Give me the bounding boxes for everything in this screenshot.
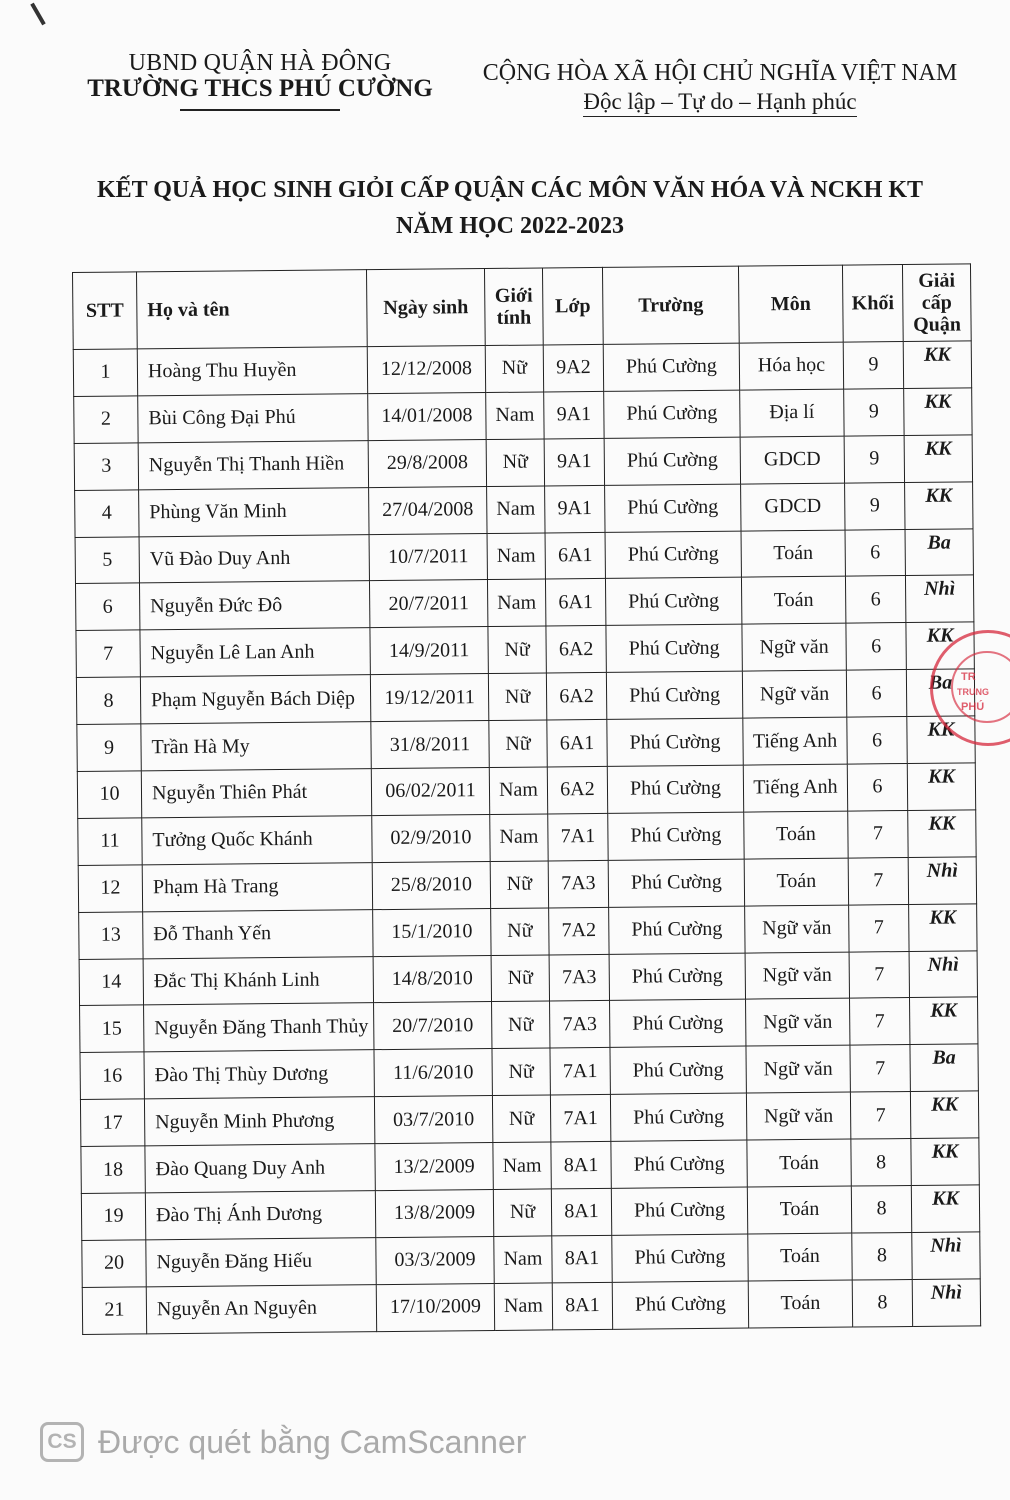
cell-school: Phú Cường — [605, 531, 741, 579]
cell-name: Trần Hà My — [141, 722, 371, 771]
cell-class: 7A3 — [548, 860, 608, 907]
cell-school: Phú Cường — [604, 390, 740, 438]
cell-subject: Ngữ văn — [746, 1045, 850, 1093]
cell-class: 7A1 — [548, 813, 608, 860]
cell-award: Ba — [906, 669, 974, 717]
cell-grade: 6 — [845, 529, 905, 576]
cell-school: Phú Cường — [605, 484, 741, 532]
cell-stt: 21 — [82, 1287, 146, 1335]
cell-stt: 12 — [78, 865, 142, 913]
cell-name: Nguyễn Thị Thanh Hiền — [138, 440, 368, 489]
cell-school: Phú Cường — [604, 437, 740, 485]
cell-name: Nguyễn Đăng Hiếu — [146, 1238, 376, 1287]
col-header-name: Họ và tên — [137, 270, 368, 349]
cell-dob: 20/7/2011 — [369, 580, 487, 628]
cell-school: Phú Cường — [610, 1093, 746, 1141]
cell-award: KK — [911, 1185, 979, 1233]
cell-name: Bùi Công Đại Phú — [138, 394, 368, 443]
cell-gender: Nam — [493, 1142, 551, 1189]
cell-gender: Nữ — [492, 1001, 550, 1048]
cell-grade: 8 — [851, 1139, 911, 1186]
cell-class: 7A2 — [549, 907, 609, 954]
motto: Độc lập – Tự do – Hạnh phúc — [583, 89, 856, 117]
cell-class: 8A1 — [552, 1282, 612, 1329]
watermark-text: Được quét bằng CamScanner — [98, 1423, 527, 1460]
cell-subject: Địa lí — [740, 389, 844, 437]
cell-class: 7A1 — [550, 1095, 610, 1142]
cell-class: 8A1 — [551, 1188, 611, 1235]
cell-stt: 19 — [81, 1193, 145, 1241]
cell-school: Phú Cường — [606, 671, 742, 719]
cell-name: Đào Thị Thùy Dương — [144, 1050, 374, 1099]
cell-class: 9A1 — [544, 391, 604, 438]
cell-dob: 17/10/2009 — [376, 1283, 494, 1331]
cell-gender: Nam — [487, 533, 545, 580]
cell-name: Phạm Hà Trang — [142, 862, 372, 911]
cell-grade: 8 — [851, 1186, 911, 1233]
cell-stt: 2 — [74, 396, 138, 444]
cell-grade: 9 — [844, 388, 904, 435]
cell-grade: 6 — [845, 576, 905, 623]
cell-dob: 03/7/2010 — [374, 1096, 492, 1144]
cell-grade: 6 — [847, 764, 907, 811]
cell-subject: Hóa học — [739, 342, 843, 390]
school-name: TRƯỜNG THCS PHÚ CƯỜNG — [87, 75, 433, 102]
title-line-1: KẾT QUẢ HỌC SINH GIỎI CẤP QUẬN CÁC MÔN VĂN HÓA VÀ NCKH KT — [96, 177, 924, 203]
official-seal: TR TRUNG PHÚ — [930, 630, 1010, 746]
cell-stt: 16 — [80, 1052, 144, 1100]
cell-gender: Nữ — [492, 1048, 550, 1095]
cell-school: Phú Cường — [603, 343, 739, 391]
cell-stt: 3 — [74, 443, 138, 491]
cell-gender: Nam — [494, 1236, 552, 1283]
cell-award: Ba — [910, 1044, 978, 1092]
col-header-subject: Môn — [738, 265, 843, 343]
cell-subject: Ngữ văn — [745, 905, 849, 953]
cell-dob: 14/8/2010 — [373, 955, 491, 1003]
district-name: UBND QUẬN HÀ ĐÔNG — [128, 50, 392, 76]
cell-school: Phú Cường — [605, 578, 741, 626]
results-table — [72, 263, 981, 1334]
cell-school: Phú Cường — [610, 1046, 746, 1094]
cell-dob: 19/12/2011 — [370, 674, 488, 722]
cell-stt: 5 — [75, 536, 139, 584]
cell-dob: 06/02/2011 — [371, 768, 489, 816]
cell-gender: Nam — [490, 814, 548, 861]
cell-subject: Toán — [747, 1139, 851, 1187]
cell-dob: 11/6/2010 — [374, 1049, 492, 1097]
table-row — [79, 950, 977, 1006]
cell-award: Ba — [905, 528, 973, 576]
camscanner-logo-icon: CS — [40, 1422, 84, 1462]
cell-class: 6A2 — [546, 673, 606, 720]
document-title — [60, 172, 960, 244]
cell-subject: Ngữ văn — [746, 1092, 850, 1140]
cell-class: 9A1 — [545, 485, 605, 532]
cell-stt: 20 — [82, 1240, 146, 1288]
national-motto-block — [470, 60, 970, 117]
cell-class: 6A2 — [547, 766, 607, 813]
cell-name: Hoàng Thu Huyền — [137, 347, 367, 396]
cell-award: Nhì — [905, 575, 973, 623]
table-body — [73, 341, 980, 1334]
cell-stt: 18 — [81, 1146, 145, 1194]
cell-subject: Tiếng Anh — [743, 764, 847, 812]
cell-gender: Nữ — [491, 908, 549, 955]
cell-name: Phùng Văn Minh — [139, 487, 369, 536]
cell-name: Đào Quang Duy Anh — [145, 1144, 375, 1193]
cell-gender: Nữ — [485, 345, 543, 392]
cell-gender: Nữ — [491, 955, 549, 1002]
cell-name: Nguyễn Đăng Thanh Thủy — [144, 1003, 374, 1052]
cell-school: Phú Cường — [608, 859, 744, 907]
cell-class: 6A1 — [545, 579, 605, 626]
cell-grade: 9 — [843, 342, 903, 389]
cell-school: Phú Cường — [611, 1187, 747, 1235]
cell-dob: 14/01/2008 — [368, 392, 486, 440]
table-row — [79, 904, 977, 960]
cell-school: Phú Cường — [612, 1234, 748, 1282]
cell-grade: 7 — [850, 1092, 910, 1139]
cell-dob: 15/1/2010 — [373, 908, 491, 956]
cell-grade: 6 — [847, 717, 907, 764]
title-line-2: NĂM HỌC 2022-2023 — [396, 213, 624, 239]
cell-stt: 4 — [75, 490, 139, 538]
col-header-school: Trường — [602, 266, 739, 344]
cell-award: Nhì — [912, 1232, 980, 1280]
cell-subject: Ngữ văn — [742, 623, 846, 671]
cell-name: Đỗ Thanh Yến — [143, 909, 373, 958]
cell-class: 8A1 — [551, 1142, 611, 1189]
cell-name: Nguyễn Thiên Phát — [141, 769, 371, 818]
cell-gender: Nữ — [486, 439, 544, 486]
cell-subject: Toán — [741, 530, 845, 578]
cell-award: KK — [907, 716, 975, 764]
cell-school: Phú Cường — [606, 624, 742, 672]
cell-gender: Nữ — [488, 626, 546, 673]
cell-award: KK — [910, 1091, 978, 1139]
cell-school: Phú Cường — [612, 1281, 748, 1329]
cell-gender: Nam — [494, 1283, 552, 1330]
cell-stt: 9 — [77, 724, 141, 772]
cell-name: Nguyễn Đức Đô — [139, 581, 369, 630]
cell-stt: 6 — [75, 583, 139, 631]
cell-gender: Nam — [487, 486, 545, 533]
cell-subject: Ngữ văn — [745, 952, 849, 1000]
cell-subject: GDCD — [741, 483, 845, 531]
col-header-gender: Giới tính — [484, 268, 543, 346]
cell-gender: Nữ — [488, 673, 546, 720]
cell-stt: 8 — [76, 677, 140, 725]
cell-class: 6A1 — [545, 532, 605, 579]
cell-grade: 7 — [849, 951, 909, 998]
cell-school: Phú Cường — [611, 1140, 747, 1188]
cell-stt: 14 — [79, 958, 143, 1006]
cell-stt: 13 — [79, 912, 143, 960]
cell-gender: Nam — [486, 392, 544, 439]
col-header-stt: STT — [73, 272, 138, 350]
cell-grade: 7 — [850, 998, 910, 1045]
cell-dob: 13/2/2009 — [375, 1143, 493, 1191]
cell-award: KK — [909, 904, 977, 952]
cell-class: 6A1 — [547, 720, 607, 767]
cell-dob: 27/04/2008 — [369, 486, 487, 534]
cell-dob: 29/8/2008 — [368, 439, 486, 487]
cell-gender: Nam — [487, 579, 545, 626]
cell-gender: Nữ — [492, 1095, 550, 1142]
cell-name: Phạm Nguyễn Bách Diệp — [140, 675, 370, 724]
cell-school: Phú Cường — [610, 1000, 746, 1048]
cell-grade: 6 — [846, 623, 906, 670]
cell-dob: 03/3/2009 — [376, 1236, 494, 1284]
cell-award: KK — [907, 763, 975, 811]
cell-dob: 10/7/2011 — [369, 533, 487, 581]
cell-dob: 02/9/2010 — [372, 814, 490, 862]
table-row — [78, 857, 976, 913]
col-header-grade: Khối — [842, 265, 903, 343]
cell-grade: 8 — [852, 1279, 912, 1326]
cell-subject: Toán — [748, 1233, 852, 1281]
cell-dob: 20/7/2010 — [374, 1002, 492, 1050]
cell-class: 6A2 — [546, 626, 606, 673]
cell-school: Phú Cường — [609, 906, 745, 954]
cell-stt: 10 — [77, 771, 141, 819]
cell-grade: 9 — [845, 482, 905, 529]
cell-award: KK — [903, 341, 971, 389]
cell-award: KK — [904, 388, 972, 436]
cell-subject: Toán — [747, 1186, 851, 1234]
cell-grade: 8 — [852, 1232, 912, 1279]
cell-subject: Toán — [744, 858, 848, 906]
col-header-class: Lớp — [542, 267, 603, 345]
cell-stt: 1 — [73, 349, 137, 397]
cell-class: 9A1 — [544, 438, 604, 485]
cell-class: 9A2 — [543, 344, 603, 391]
cell-grade: 9 — [844, 435, 904, 482]
cell-school: Phú Cường — [609, 953, 745, 1001]
cell-grade: 7 — [850, 1045, 910, 1092]
cell-award: Nhì — [908, 857, 976, 905]
cell-gender: Nữ — [489, 720, 547, 767]
cell-class: 7A3 — [549, 954, 609, 1001]
table-row — [82, 1232, 980, 1288]
cell-grade: 7 — [848, 810, 908, 857]
cell-award: KK — [904, 435, 972, 483]
cell-grade: 7 — [849, 904, 909, 951]
cell-subject: Ngữ văn — [742, 670, 846, 718]
cell-class: 7A3 — [550, 1001, 610, 1048]
cell-subject: Toán — [744, 811, 848, 859]
cell-award: KK — [906, 622, 974, 670]
cell-award: KK — [905, 482, 973, 530]
cell-dob: 14/9/2011 — [370, 627, 488, 675]
issuer-block — [80, 50, 440, 111]
cell-dob: 31/8/2011 — [371, 721, 489, 769]
cell-name: Đào Thị Ánh Dương — [145, 1191, 375, 1240]
cell-award: KK — [908, 810, 976, 858]
cell-gender: Nữ — [490, 861, 548, 908]
cell-name: Đắc Thị Khánh Linh — [143, 956, 373, 1005]
cell-stt: 7 — [76, 630, 140, 678]
col-header-dob: Ngày sinh — [366, 269, 485, 347]
cell-school: Phú Cường — [607, 765, 743, 813]
cell-stt: 15 — [80, 1005, 144, 1053]
cell-gender: Nam — [489, 767, 547, 814]
cell-grade: 6 — [846, 670, 906, 717]
cell-award: KK — [911, 1138, 979, 1186]
cell-school: Phú Cường — [607, 718, 743, 766]
cell-subject: Toán — [741, 577, 845, 625]
cell-class: 7A1 — [550, 1048, 610, 1095]
table-row — [76, 622, 974, 678]
scan-mark — [30, 3, 45, 26]
cell-name: Nguyễn Minh Phương — [144, 1097, 374, 1146]
cell-award: Nhì — [909, 950, 977, 998]
cell-award: KK — [910, 997, 978, 1045]
cell-name: Vũ Đào Duy Anh — [139, 534, 369, 583]
cell-subject: Ngữ văn — [746, 999, 850, 1047]
cell-name: Nguyễn An Nguyên — [146, 1284, 376, 1333]
cell-dob: 25/8/2010 — [372, 861, 490, 909]
col-header-award: Giải cấp Quận — [902, 264, 971, 342]
cell-subject: GDCD — [740, 436, 844, 484]
table-row — [75, 575, 973, 631]
cell-class: 8A1 — [552, 1235, 612, 1282]
table-header-row — [73, 264, 972, 350]
cell-gender: Nữ — [493, 1189, 551, 1236]
cell-subject: Toán — [748, 1280, 852, 1328]
cell-school: Phú Cường — [608, 812, 744, 860]
scanner-watermark — [40, 1420, 526, 1464]
cell-stt: 17 — [80, 1099, 144, 1147]
cell-subject: Tiếng Anh — [743, 717, 847, 765]
cell-dob: 13/8/2009 — [375, 1190, 493, 1238]
cell-dob: 12/12/2008 — [367, 346, 485, 394]
cell-stt: 11 — [78, 818, 142, 866]
table-row — [82, 1279, 980, 1335]
country-name: CỘNG HÒA XÃ HỘI CHỦ NGHĨA VIỆT NAM — [482, 60, 958, 86]
cell-name: Nguyễn Lê Lan Anh — [140, 628, 370, 677]
cell-award: Nhì — [912, 1279, 980, 1327]
table-row — [81, 1185, 979, 1241]
table-row — [75, 528, 973, 584]
cell-grade: 7 — [848, 857, 908, 904]
cell-name: Tưởng Quốc Khánh — [142, 816, 372, 865]
issuer-underline — [180, 109, 340, 111]
